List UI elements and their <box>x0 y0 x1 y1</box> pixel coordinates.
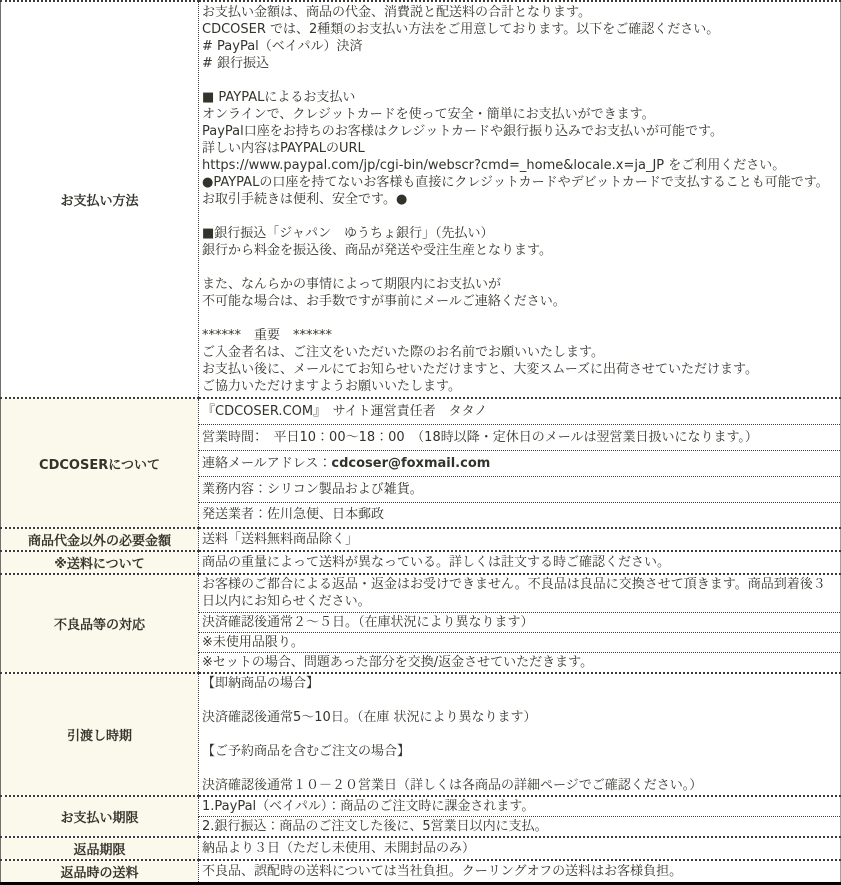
row-header-return-shipping: 返品時の送料 <box>1 860 199 884</box>
text-segment: 連絡メールアドレス： <box>202 455 332 471</box>
text-line <box>202 310 837 327</box>
about-cdcoser-content <box>199 476 841 502</box>
text-line <box>202 378 837 395</box>
text-line <box>202 760 837 777</box>
text-segment: 不可能な場合は、お手数ですが事前にメールご連絡ください。 <box>202 294 566 309</box>
text-line <box>202 21 837 38</box>
text-segment: ●PAYPALの口座を持てないお客様も直接にクレジットカードやデビットカードで支払することも可能です。 <box>202 175 829 190</box>
row-header-defective-items: 不良品等の対応 <box>1 574 199 673</box>
text-line <box>202 481 837 498</box>
shipping-note-content <box>199 551 841 574</box>
text-segment: お支払い金額は、商品の代金、消費説と配送料の合計となります。 <box>202 5 591 20</box>
text-line <box>202 654 837 671</box>
table-row <box>1 860 841 884</box>
text-line <box>202 455 837 472</box>
table-row <box>1 551 841 574</box>
table-row <box>1 796 841 817</box>
text-line <box>202 55 837 72</box>
text-segment: 【ご予約商品を含むご注文の場合】 <box>202 743 411 759</box>
text-line <box>202 798 837 815</box>
text-line <box>202 429 837 446</box>
text-line <box>202 692 837 709</box>
table-row <box>1 673 841 796</box>
text-segment: ※セットの場合、問題あった部分を交換/返金させていただきます。 <box>202 654 594 670</box>
text-segment: お支払い後に、メールにてお知らせいただけますと、大変スムーズに出荷させていただけます。 <box>202 362 759 377</box>
extra-fees-content <box>199 528 841 551</box>
text-segment: 納品より３日（ただし未使用、未開封品のみ） <box>202 840 476 856</box>
text-segment: # 銀行振込 <box>202 56 270 71</box>
text-segment: 1.PayPal（ベイパル）：商品のご注文時に課金されます。 <box>202 798 535 814</box>
text-line <box>202 72 837 89</box>
defective-items-content <box>199 612 841 632</box>
text-line <box>202 506 837 523</box>
text-segment: ご協力いただけますようお願いいたします。 <box>202 379 461 394</box>
about-cdcoser-content <box>199 398 841 424</box>
text-segment: 詳しい内容はPAYPALのURL <box>202 141 365 156</box>
text-segment: 決済確認後通常5～10日。（在庫 状況により異なります） <box>202 709 537 725</box>
text-line <box>202 293 837 310</box>
text-line <box>202 327 837 344</box>
text-segment: 業務内容：シリコン製品および雑貨。 <box>202 481 423 497</box>
text-line <box>202 840 837 857</box>
return-shipping-content <box>199 860 841 884</box>
row-header-shipping-note: ※送料について <box>1 551 199 574</box>
text-line <box>202 576 837 610</box>
text-line <box>202 259 837 276</box>
text-segment: ■銀行振込「ジャパン ゆうちょ銀行」（先払い） <box>202 226 494 241</box>
return-deadline-content <box>199 837 841 860</box>
payment-method-content <box>199 1 841 398</box>
about-cdcoser-content <box>199 424 841 450</box>
table-row <box>1 837 841 860</box>
text-segment: PayPal口座をお持ちのお客様はクレジットカードや銀行振り込みでお支払いが可能です。 <box>202 124 723 139</box>
text-segment: ■ PAYPALによるお支払い <box>202 90 356 105</box>
row-header-about-cdcoser: CDCOSERについて <box>1 398 199 528</box>
table-row <box>1 574 841 612</box>
text-segment: 不良品、誤配時の送料については当社負担。クーリングオフの送料はお客様負担。 <box>202 863 683 879</box>
defective-items-content <box>199 632 841 652</box>
text-segment: ご入金者名は、ご注文をいただいた際のお名前でお願いいたします。 <box>202 345 604 360</box>
text-line <box>202 208 837 225</box>
text-segment: 2.銀行振込：商品のご注文した後に、5営業日以内に支払。 <box>202 818 548 834</box>
text-segment: 送料「送料無料商品除く」 <box>202 532 359 547</box>
defective-items-content <box>199 652 841 673</box>
text-line <box>202 863 837 880</box>
text-segment: また、なんらかの事情によって期限内にお支払いが <box>202 277 502 292</box>
text-segment: ※未使用品限り。 <box>202 634 304 650</box>
text-segment: 決済確認後通常１０－２０営業日（詳しくは各商品の詳細ページでご確認ください。） <box>202 777 703 793</box>
row-header-payment-deadline: お支払い期限 <box>1 796 199 837</box>
text-line <box>202 106 837 123</box>
text-line <box>202 123 837 140</box>
text-line <box>202 554 837 571</box>
text-line <box>202 140 837 157</box>
text-segment: 営業時間： 平日10：00～18：00 （18時以降・定休日のメールは翌営業日扱いになります。） <box>202 429 758 445</box>
text-segment: https://www.paypal.com/jp/cgi-bin/webscr?cmd=_home&locale.x=ja_JP をご利用ください。 <box>202 158 786 173</box>
text-segment: お取引手続きは便利、安全です。● <box>202 192 408 207</box>
text-line <box>202 89 837 106</box>
text-line <box>202 709 837 726</box>
text-segment: 商品の重量によって送料が異なっている。詳しくは註文する時ご確認ください。 <box>202 555 671 570</box>
about-cdcoser-content <box>199 450 841 476</box>
text-segment: ****** 重要 ****** <box>202 328 333 343</box>
text-line <box>202 614 837 631</box>
text-line <box>202 191 837 208</box>
text-segment: 発送業者：佐川急便、日本郵政 <box>202 507 385 523</box>
text-line <box>202 777 837 794</box>
defective-items-content <box>199 574 841 612</box>
text-segment: cdcoser@foxmail.com <box>331 455 491 471</box>
text-line <box>202 675 837 692</box>
payment-deadline-content <box>199 796 841 817</box>
text-line <box>202 818 837 835</box>
table-row <box>1 398 841 424</box>
text-line <box>202 531 837 548</box>
text-segment: お客様のご都合による返品・返金はお受けできません。不良品は良品に交換させて頂きます。商品到着後３日以内にお知らせください。 <box>202 577 826 610</box>
text-line <box>202 344 837 361</box>
text-line <box>202 634 837 651</box>
text-segment: 銀行から料金を振込後、商品が発送や受注生産となります。 <box>202 243 552 258</box>
text-segment: オンラインで、クレジットカードを使って安全・簡単にお支払いができます。 <box>202 107 655 122</box>
payment-deadline-content <box>199 816 841 837</box>
text-line <box>202 403 837 420</box>
row-header-return-deadline: 返品期限 <box>1 837 199 860</box>
shop-info-table-body <box>1 1 841 883</box>
text-segment: CDCOSER では、2種類のお支払い方法をご用意しております。以下をご確認ください。 <box>202 22 720 37</box>
text-line <box>202 38 837 55</box>
text-segment: 【即納商品の場合】 <box>202 675 320 691</box>
text-line <box>202 743 837 760</box>
text-line <box>202 157 837 174</box>
text-line <box>202 242 837 259</box>
row-header-delivery-time: 引渡し時期 <box>1 673 199 796</box>
table-row <box>1 1 841 398</box>
text-line <box>202 225 837 242</box>
row-header-payment-method: お支払い方法 <box>1 1 199 398</box>
text-segment: 決済確認後通常２～５日。（在庫状況により異なります） <box>202 614 534 630</box>
text-line <box>202 174 837 191</box>
text-line <box>202 726 837 743</box>
text-segment: 『CDCOSER.COM』 サイト運営責任者 タタノ <box>202 403 488 419</box>
row-header-extra-fees: 商品代金以外の必要金額 <box>1 528 199 551</box>
text-segment: # PayPal（ベイパル）決済 <box>202 39 363 54</box>
delivery-time-content <box>199 673 841 796</box>
about-cdcoser-content <box>199 502 841 528</box>
text-line <box>202 361 837 378</box>
text-line <box>202 4 837 21</box>
text-line <box>202 276 837 293</box>
table-row <box>1 528 841 551</box>
